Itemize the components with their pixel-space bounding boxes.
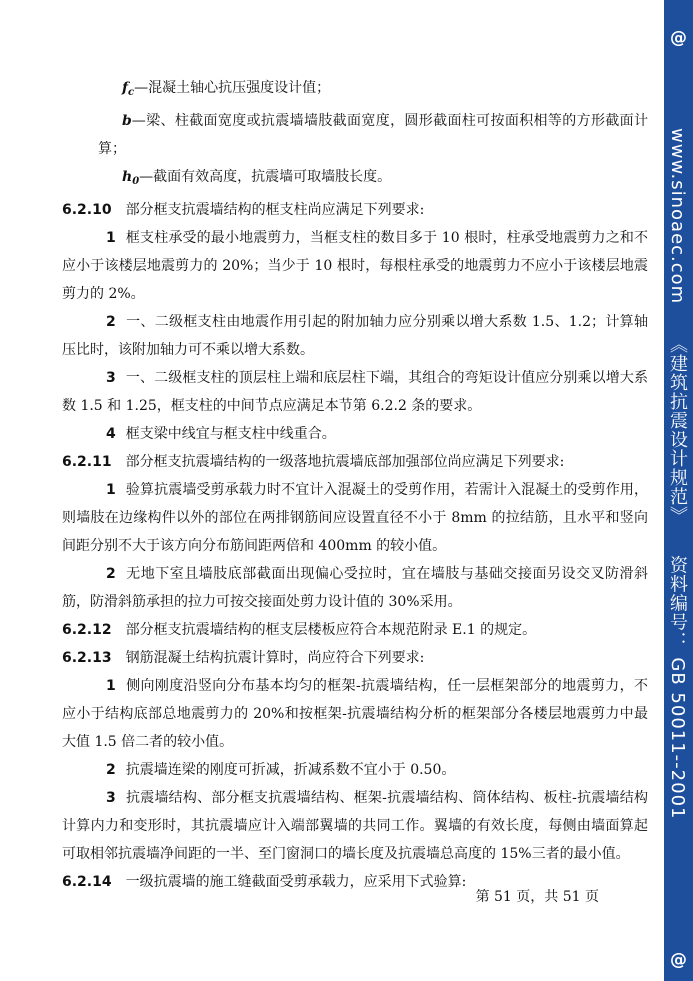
clause-6-2-13-2: 2 抗震墙连梁的刚度可折减，折减系数不宜小于 0.50。 xyxy=(106,762,456,778)
clause-6-2-13-3: 3 抗震墙结构、部分框支抗震墙结构、框架-抗震墙结构、筒体结构、板柱-抗震墙结构计算内力和变形时，其抗震墙应计入端部翼墙的共同工作。翼墙的有效长度，每侧由墙面算起可取相邻抗震墙净间距的一半、至门窗洞口的墙长度及抗震墙总高度的 15%三者的最小值。 xyxy=(62,790,648,862)
sidebar-website[interactable]: www.sinoaec.com xyxy=(667,128,688,305)
clause-6-2-13-1: 1 侧向刚度沿竖向分布基本均匀的框架-抗震墙结构，任一层框架部分的地震剪力，不应小于结构底部总地震剪力的 20%和按框架-抗震墙结构分析的框架部分各楼层地震剪力中最大值 1.5 倍二者的较小值。 xyxy=(62,678,648,750)
at-icon-top: @ xyxy=(670,28,687,48)
definition-h0: $h_0—$截面有效高度，抗震墙可取墙肢长度。 xyxy=(122,169,392,187)
clause-6-2-11-2: 2 无地下室且墙肢底部截面出现偏心受拉时，宜在墙肢与基础交接面另设交叉防滑斜筋，防滑斜筋承担的拉力可按交接面处剪力设计值的 30%采用。 xyxy=(62,566,648,610)
section-6-2-11: 6.2.11 部分框支抗震墙结构的一级落地抗震墙底部加强部位尚应满足下列要求: xyxy=(62,454,565,470)
section-6-2-13: 6.2.13 钢筋混凝土结构抗震计算时，尚应符合下列要求: xyxy=(62,650,425,666)
sidebar-doc-number: 资料编号： GB 50011--2001 xyxy=(667,555,688,820)
symbol-h0: $h_0$ xyxy=(122,169,140,187)
symbol-b: b xyxy=(122,113,132,129)
sidebar-banner xyxy=(664,0,693,981)
at-icon-bottom: @ xyxy=(670,950,687,970)
clause-6-2-11-1: 1 验算抗震墙受剪承载力时不宜计入混凝土的受剪作用，若需计入混凝土的受剪作用，则墙肢在边缘构件以外的部位在两排钢筋间应设置直径不小于 8mm 的拉结筋，且水平和竖向间距分别不大于该方向分布筋间距两倍和 400mm 的较小值。 xyxy=(62,482,648,554)
section-6-2-10: 6.2.10 部分框支抗震墙结构的框支柱尚应满足下列要求: xyxy=(62,202,425,218)
clause-6-2-10-4: 4 框支梁中线宜与框支柱中线重合。 xyxy=(106,426,336,442)
clause-6-2-10-3: 3 一、二级框支柱的顶层柱上端和底层柱下端，其组合的弯矩设计值应分别乘以增大系数 1.5 和 1.25，框支柱的中间节点应满足本节第 6.2.2 条的要求。 xyxy=(62,370,648,414)
sidebar-book-title: 《建筑抗震设计规范》 xyxy=(667,334,688,525)
page-number: 第 51 页，共 51 页 xyxy=(475,889,599,905)
symbol-fc: $f_c$ xyxy=(122,80,135,98)
definition-fc: $f_c—$混凝土轴心抗压强度设计值； xyxy=(122,80,331,98)
clause-6-2-10-2: 2 一、二级框支柱由地震作用引起的附加轴力应分别乘以增大系数 1.5、1.2；计算轴压比时，该附加轴力可不乘以增大系数。 xyxy=(62,314,648,358)
page-body xyxy=(62,74,648,896)
section-6-2-14: 6.2.14 一级抗震墙的施工缝截面受剪承载力，应采用下式验算: xyxy=(62,874,467,890)
definition-b: b—梁、柱截面宽度或抗震墙墙肢截面宽度，圆形截面柱可按面积相等的方形截面计算； xyxy=(98,113,648,157)
sidebar-text xyxy=(666,128,690,819)
clause-6-2-10-1: 1 框支柱承受的最小地震剪力，当框支柱的数目多于 10 根时，柱承受地震剪力之和不应小于该楼层地震剪力的 20%；当少于 10 根时，每根柱承受的地震剪力不应小于该楼层地震剪力的 2%。 xyxy=(62,230,648,302)
section-6-2-12: 6.2.12 部分框支抗震墙结构的框支层楼板应符合本规范附录 E.1 的规定。 xyxy=(62,622,537,638)
page-footer xyxy=(0,886,693,906)
